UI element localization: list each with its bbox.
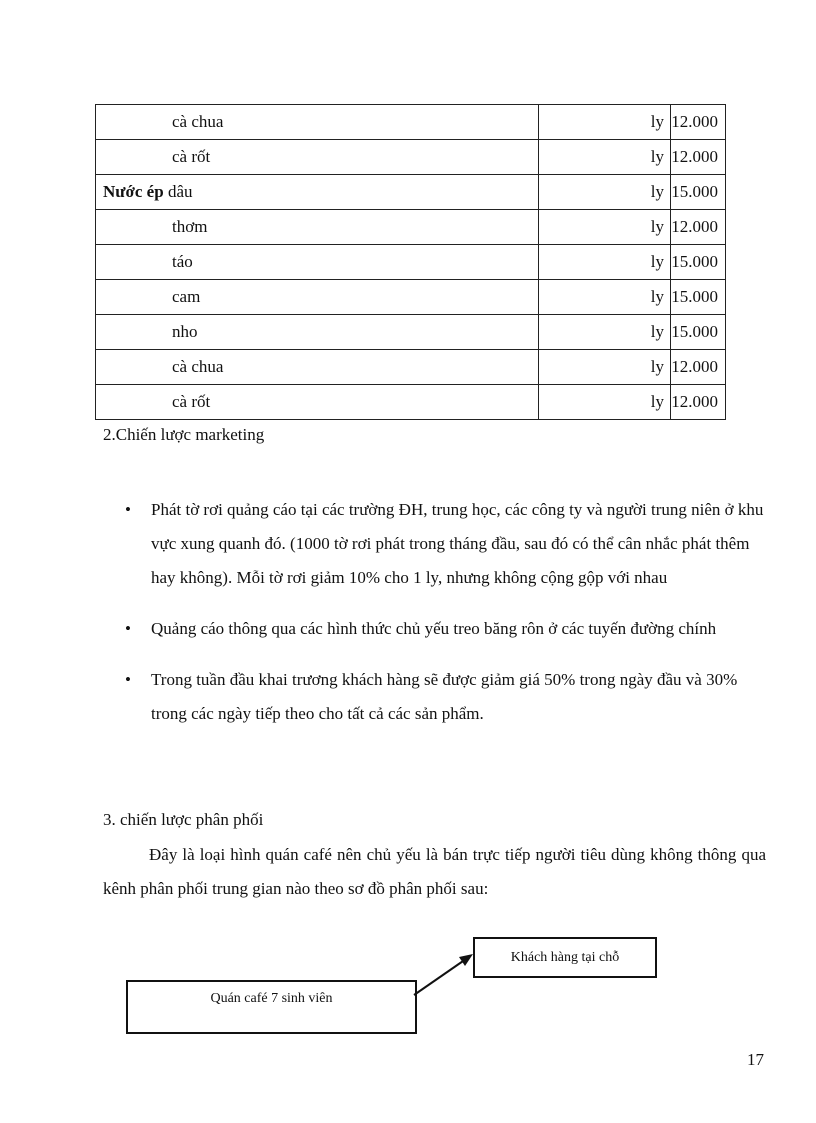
price-table	[95, 104, 726, 420]
price-cell: 12.000	[671, 350, 726, 385]
bullet-icon: •	[125, 500, 131, 519]
item-cell	[96, 385, 539, 420]
table-row	[96, 350, 726, 385]
item-cell	[96, 245, 539, 280]
price-cell: 12.000	[671, 385, 726, 420]
item-cell	[96, 315, 539, 350]
item-name: cà chua	[172, 112, 224, 131]
cafe-box-label: Quán café 7 sinh viên	[210, 991, 333, 1006]
table-row	[96, 315, 726, 350]
bullet-item: • Phát tờ rơi quảng cáo tại các trường ĐH, trung học, các công ty và người trung niên ở khu vực xung quanh đó. (1000 tờ rơi phát trong tháng đầu, sau đó có thể cân nhắc phát thêm hay không). Mỗi tờ rơi giảm 10% cho 1 ly, nhưng không cộng gộp với nhau	[121, 493, 771, 595]
distribution-arrow-icon	[400, 940, 480, 1000]
table-row	[96, 140, 726, 175]
item-name: cam	[172, 287, 201, 306]
price-cell: 12.000	[671, 140, 726, 175]
table-row	[96, 175, 726, 210]
price-cell: 12.000	[671, 210, 726, 245]
section-2-heading: 2.Chiến lược marketing	[103, 425, 265, 444]
table-row	[96, 105, 726, 140]
unit-cell: ly	[539, 175, 671, 210]
price-cell: 12.000	[671, 105, 726, 140]
item-name: thơm	[172, 217, 208, 236]
item-name: cà rốt	[172, 147, 211, 166]
page-number: 17	[747, 1050, 764, 1069]
cafe-box	[126, 980, 417, 1034]
unit-cell: ly	[539, 140, 671, 175]
unit-cell: ly	[539, 385, 671, 420]
unit-cell: ly	[539, 245, 671, 280]
item-cell	[96, 280, 539, 315]
table-row	[96, 280, 726, 315]
price-cell: 15.000	[671, 245, 726, 280]
item-cell	[96, 350, 539, 385]
item-name: dâu	[167, 182, 193, 201]
unit-cell: ly	[539, 350, 671, 385]
group-label: Nước ép	[103, 182, 164, 201]
table-row	[96, 385, 726, 420]
item-name: cà chua	[172, 357, 224, 376]
table-row	[96, 245, 726, 280]
item-name: nho	[172, 322, 198, 341]
item-cell	[96, 140, 539, 175]
bullet-icon: •	[125, 670, 131, 689]
section-3-heading: 3. chiến lược phân phối	[103, 810, 264, 829]
item-cell	[96, 105, 539, 140]
item-cell	[96, 175, 539, 210]
bullet-icon: •	[125, 619, 131, 638]
marketing-bullet-list	[121, 493, 771, 748]
price-cell: 15.000	[671, 280, 726, 315]
bullet-item: • Trong tuần đầu khai trương khách hàng sẽ được giảm giá 50% trong ngày đầu và 30% trong các ngày tiếp theo cho tất cả các sản phẩm.	[121, 663, 771, 731]
item-name: táo	[172, 252, 193, 271]
item-name: cà rốt	[172, 392, 211, 411]
unit-cell: ly	[539, 105, 671, 140]
unit-cell: ly	[539, 315, 671, 350]
customer-box-label: Khách hàng tại chỗ	[510, 949, 620, 965]
item-cell	[96, 210, 539, 245]
price-cell: 15.000	[671, 315, 726, 350]
customer-box	[473, 937, 657, 978]
unit-cell: ly	[539, 280, 671, 315]
distribution-paragraph: Đây là loại hình quán café nên chủ yếu là bán trực tiếp người tiêu dùng không thông qua kênh phân phối trung gian nào theo sơ đồ phân phối sau:	[103, 845, 766, 898]
unit-cell: ly	[539, 210, 671, 245]
bullet-item: • Quảng cáo thông qua các hình thức chủ yếu treo băng rôn ở các tuyến đường chính	[121, 612, 771, 646]
price-cell: 15.000	[671, 175, 726, 210]
table-row	[96, 210, 726, 245]
